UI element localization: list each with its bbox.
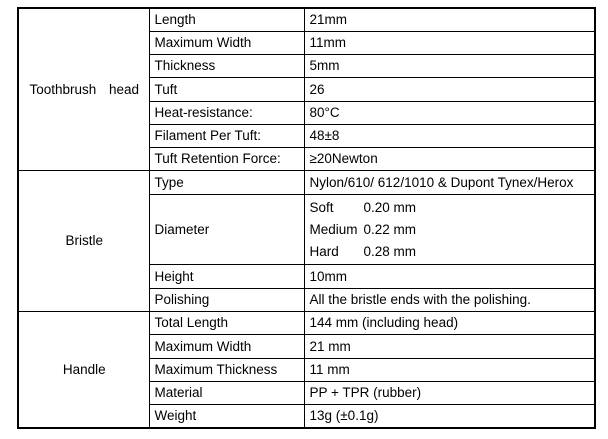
grade-label: Hard (309, 243, 339, 259)
value-cell: 80°C (304, 101, 595, 124)
grade-size: 0.20 mm (363, 199, 417, 215)
property-cell: Tuft Retention Force: (149, 148, 304, 171)
section-label-handle: Handle (18, 311, 149, 428)
section-label-toothbrush-head: Toothbrush head (18, 8, 149, 171)
property-cell: Polishing (149, 288, 304, 311)
property-cell: Material (149, 381, 304, 404)
property-cell: Heat-resistance: (149, 101, 304, 124)
value-cell: 11mm (304, 31, 595, 54)
property-cell: Thickness (149, 55, 304, 78)
value-cell: ≥20Newton (304, 148, 595, 171)
property-cell: Diameter (149, 194, 304, 265)
diameter-value-cell (304, 194, 595, 265)
value-cell: All the bristle ends with the polishing. (304, 288, 595, 311)
property-cell: Maximum Thickness (149, 358, 304, 381)
value-cell: 26 (304, 78, 595, 101)
property-cell: Total Length (149, 311, 304, 334)
value-cell: 48±8 (304, 124, 595, 147)
value-cell: 21 mm (304, 335, 595, 358)
property-cell: Weight (149, 405, 304, 428)
section-label-bristle: Bristle (18, 171, 149, 312)
property-cell: Tuft (149, 78, 304, 101)
table-row (18, 171, 595, 194)
property-cell: Maximum Width (149, 335, 304, 358)
property-cell: Type (149, 171, 304, 194)
value-cell: 10mm (304, 265, 595, 288)
value-cell: 5mm (304, 55, 595, 78)
diameter-line-medium (310, 219, 591, 241)
value-cell: 144 mm (including head) (304, 311, 595, 334)
grade-size: 0.22 mm (363, 221, 417, 237)
value-cell: 13g (±0.1g) (304, 405, 595, 428)
property-cell: Length (149, 8, 304, 31)
value-cell: PP + TPR (rubber) (304, 381, 595, 404)
property-cell: Filament Per Tuft: (149, 124, 304, 147)
spec-table (17, 7, 596, 429)
value-cell: Nylon/610/ 612/1010 & Dupont Tynex/Herox (304, 171, 595, 194)
table-row (18, 311, 595, 334)
grade-label: Medium (309, 221, 358, 237)
property-cell: Height (149, 265, 304, 288)
grade-size: 0.28 mm (363, 243, 417, 259)
diameter-line-soft (310, 197, 591, 219)
grade-label: Soft (309, 199, 334, 215)
table-row (18, 8, 595, 31)
value-cell: 21mm (304, 8, 595, 31)
property-cell: Maximum Width (149, 31, 304, 54)
diameter-line-hard (310, 241, 591, 263)
value-cell: 11 mm (304, 358, 595, 381)
